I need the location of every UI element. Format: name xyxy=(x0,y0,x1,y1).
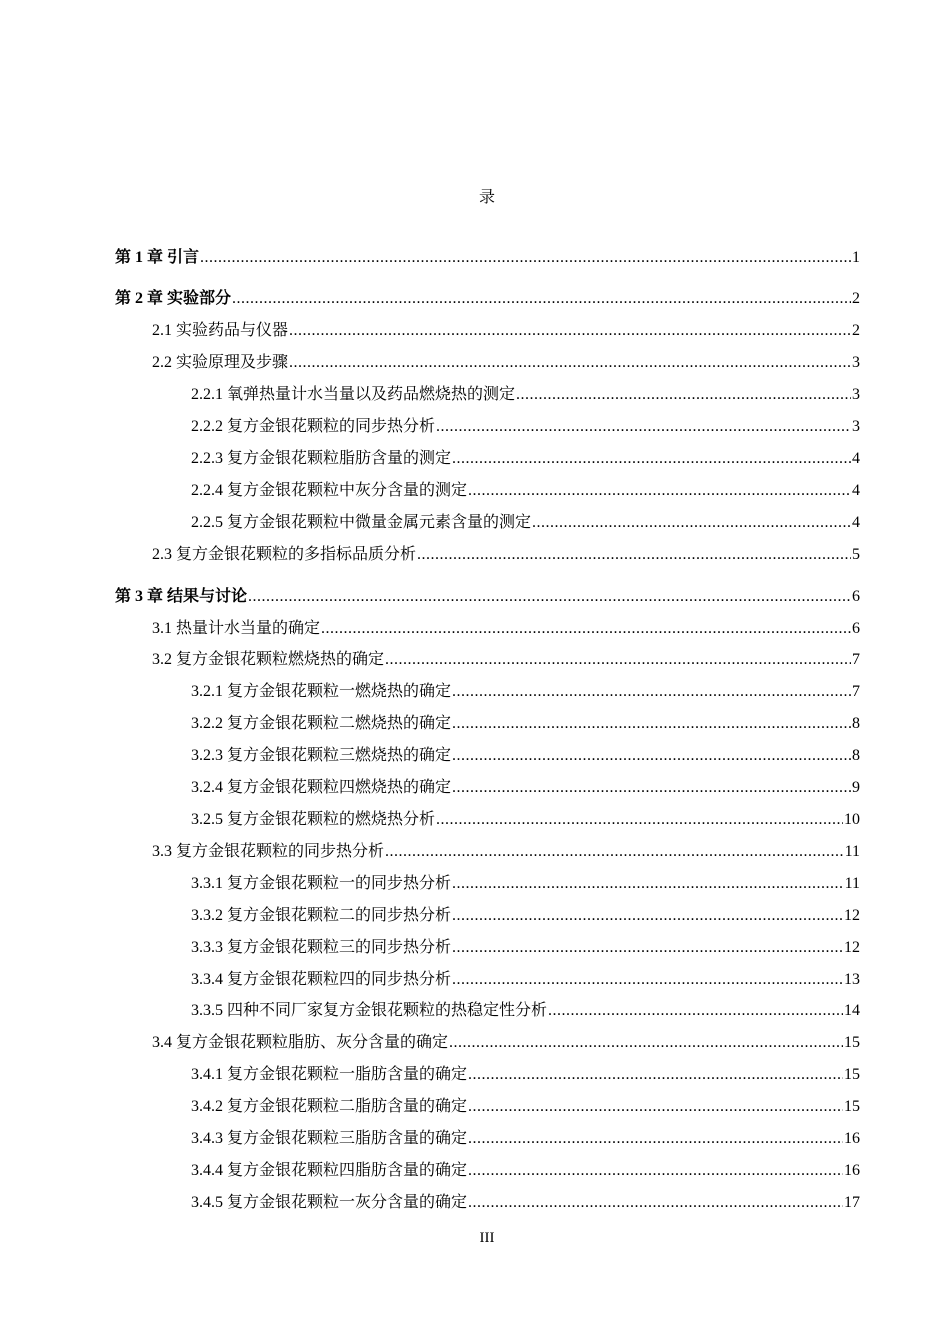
toc-entry[interactable] xyxy=(191,938,860,958)
page-title: 录 xyxy=(478,189,495,206)
toc-entry[interactable] xyxy=(191,417,860,437)
toc-dot-leader xyxy=(452,970,843,990)
toc-entry-label: 3.4.5 复方金银花颗粒一灰分含量的确定 xyxy=(191,1194,468,1211)
toc-entry-page: 8 xyxy=(852,715,860,732)
toc-dot-leader xyxy=(468,1065,843,1085)
toc-entry-label: 第 1 章 引言 xyxy=(115,249,200,266)
toc-entry-label: 2.1 实验药品与仪器 xyxy=(152,322,289,339)
toc-dot-leader xyxy=(452,778,851,798)
toc-dot-leader xyxy=(449,1033,843,1053)
toc-dot-leader xyxy=(321,619,851,639)
toc-entry[interactable] xyxy=(191,1097,860,1117)
toc-entry-page: 9 xyxy=(852,779,860,796)
toc-entry-label: 2.2 实验原理及步骤 xyxy=(152,354,289,371)
toc-entry-page: 13 xyxy=(844,971,860,988)
toc-dot-leader xyxy=(452,714,851,734)
toc-entry-label: 第 3 章 结果与讨论 xyxy=(115,588,248,605)
toc-dot-leader xyxy=(436,417,851,437)
toc-entry-page: 14 xyxy=(844,1002,860,1019)
toc-entry-page: 11 xyxy=(844,875,860,892)
toc-entry-label: 3.3.2 复方金银花颗粒二的同步热分析 xyxy=(191,907,452,924)
toc-entry[interactable] xyxy=(191,1193,860,1213)
toc-dot-leader xyxy=(548,1001,843,1021)
toc-entry-page: 6 xyxy=(852,620,860,637)
toc-dot-leader xyxy=(417,545,851,565)
toc-entry-label: 3.4 复方金银花颗粒脂肪、灰分含量的确定 xyxy=(152,1034,449,1051)
toc-entry[interactable] xyxy=(152,545,860,565)
toc-entry-page: 4 xyxy=(852,450,860,467)
toc-entry-page: 3 xyxy=(852,354,860,371)
toc-entry-label: 2.3 复方金银花颗粒的多指标品质分析 xyxy=(152,546,417,563)
toc-entry-page: 16 xyxy=(844,1130,860,1147)
toc-entry-label: 3.2 复方金银花颗粒燃烧热的确定 xyxy=(152,651,385,668)
toc-entry[interactable] xyxy=(115,587,860,607)
toc-entry-label: 2.2.1 氧弹热量计水当量以及药品燃烧热的测定 xyxy=(191,386,516,403)
toc-entry[interactable] xyxy=(191,513,860,533)
toc-entry-label: 3.2.3 复方金银花颗粒三燃烧热的确定 xyxy=(191,747,452,764)
toc-entry-page: 11 xyxy=(844,843,860,860)
toc-entry[interactable] xyxy=(191,714,860,734)
toc-entry-label: 3.4.4 复方金银花颗粒四脂肪含量的确定 xyxy=(191,1162,468,1179)
toc-entry[interactable] xyxy=(191,1129,860,1149)
toc-entry-page: 6 xyxy=(852,588,860,605)
toc-entry-page: 1 xyxy=(852,249,860,266)
toc-entry[interactable] xyxy=(191,778,860,798)
toc-entry[interactable] xyxy=(152,321,860,341)
toc-entry[interactable] xyxy=(191,1065,860,1085)
toc-entry-label: 3.2.2 复方金银花颗粒二燃烧热的确定 xyxy=(191,715,452,732)
toc-entry-label: 3.3.1 复方金银花颗粒一的同步热分析 xyxy=(191,875,452,892)
toc-entry[interactable] xyxy=(152,619,860,639)
toc-dot-leader xyxy=(200,248,851,268)
toc-entry[interactable] xyxy=(152,1033,860,1053)
toc-entry[interactable] xyxy=(191,449,860,469)
toc-entry-label: 3.2.1 复方金银花颗粒一燃烧热的确定 xyxy=(191,683,452,700)
toc-entry[interactable] xyxy=(191,810,860,830)
toc-dot-leader xyxy=(468,1161,843,1181)
toc-entry[interactable] xyxy=(191,906,860,926)
toc-entry-label: 3.3.3 复方金银花颗粒三的同步热分析 xyxy=(191,939,452,956)
toc-entry-page: 5 xyxy=(852,546,860,563)
toc-entry-label: 3.3.4 复方金银花颗粒四的同步热分析 xyxy=(191,971,452,988)
toc-entry-label: 3.3 复方金银花颗粒的同步热分析 xyxy=(152,843,385,860)
toc-entry[interactable] xyxy=(191,1001,860,1021)
toc-entry-label: 2.2.4 复方金银花颗粒中灰分含量的测定 xyxy=(191,482,468,499)
toc-entry-page: 15 xyxy=(844,1034,860,1051)
toc-entry-page: 7 xyxy=(852,651,860,668)
toc-entry-page: 3 xyxy=(852,386,860,403)
toc-dot-leader xyxy=(452,906,843,926)
toc-entry[interactable] xyxy=(191,682,860,702)
toc-entry-page: 3 xyxy=(852,418,860,435)
toc-entry-label: 3.4.3 复方金银花颗粒三脂肪含量的确定 xyxy=(191,1130,468,1147)
toc-entry[interactable] xyxy=(191,385,860,405)
toc-entry-page: 10 xyxy=(844,811,860,828)
toc-dot-leader xyxy=(516,385,851,405)
toc-entry-page: 15 xyxy=(844,1098,860,1115)
toc-entry-page: 8 xyxy=(852,747,860,764)
page-number: III xyxy=(479,1230,495,1246)
toc-entry-label: 2.2.3 复方金银花颗粒脂肪含量的测定 xyxy=(191,450,452,467)
toc-entry-page: 2 xyxy=(852,322,860,339)
toc-dot-leader xyxy=(248,587,851,607)
toc-entry-page: 4 xyxy=(852,514,860,531)
toc-dot-leader xyxy=(452,938,843,958)
toc-dot-leader xyxy=(468,1097,843,1117)
toc-dot-leader xyxy=(452,449,851,469)
toc-entry-page: 2 xyxy=(852,290,860,307)
toc-entry[interactable] xyxy=(191,874,860,894)
toc-entry-label: 2.2.5 复方金银花颗粒中微量金属元素含量的测定 xyxy=(191,514,532,531)
toc-entry-page: 15 xyxy=(844,1066,860,1083)
toc-entry[interactable] xyxy=(152,842,860,862)
toc-entry[interactable] xyxy=(115,289,860,309)
toc-entry-label: 3.3.5 四种不同厂家复方金银花颗粒的热稳定性分析 xyxy=(191,1002,548,1019)
toc-dot-leader xyxy=(452,746,851,766)
toc-entry[interactable] xyxy=(115,248,860,268)
toc-dot-leader xyxy=(468,1129,843,1149)
toc-entry-page: 7 xyxy=(852,683,860,700)
toc-dot-leader xyxy=(452,682,851,702)
toc-entry[interactable] xyxy=(152,650,860,670)
toc-entry-label: 3.4.1 复方金银花颗粒一脂肪含量的确定 xyxy=(191,1066,468,1083)
toc-entry[interactable] xyxy=(191,970,860,990)
toc-entry-label: 2.2.2 复方金银花颗粒的同步热分析 xyxy=(191,418,436,435)
toc-dot-leader xyxy=(468,481,851,501)
toc-entry-page: 17 xyxy=(844,1194,860,1211)
toc-entry-page: 12 xyxy=(844,907,860,924)
toc-dot-leader xyxy=(436,810,843,830)
toc-dot-leader xyxy=(532,513,851,533)
toc-entry[interactable] xyxy=(191,1161,860,1181)
toc-dot-leader xyxy=(289,353,851,373)
toc-entry-page: 16 xyxy=(844,1162,860,1179)
toc-dot-leader xyxy=(452,874,844,894)
toc-entry-label: 3.4.2 复方金银花颗粒二脂肪含量的确定 xyxy=(191,1098,468,1115)
toc-entry-page: 4 xyxy=(852,482,860,499)
toc-dot-leader xyxy=(468,1193,843,1213)
toc-entry-label: 3.2.5 复方金银花颗粒的燃烧热分析 xyxy=(191,811,436,828)
toc-entry[interactable] xyxy=(191,746,860,766)
toc-entry[interactable] xyxy=(191,481,860,501)
toc-entry-label: 3.1 热量计水当量的确定 xyxy=(152,620,321,637)
toc-dot-leader xyxy=(385,650,851,670)
toc-entry-label: 3.2.4 复方金银花颗粒四燃烧热的确定 xyxy=(191,779,452,796)
toc-dot-leader xyxy=(385,842,844,862)
toc-entry-label: 第 2 章 实验部分 xyxy=(115,290,232,307)
toc-entry[interactable] xyxy=(152,353,860,373)
toc-entry-page: 12 xyxy=(844,939,860,956)
toc-dot-leader xyxy=(232,289,851,309)
toc-dot-leader xyxy=(289,321,851,341)
